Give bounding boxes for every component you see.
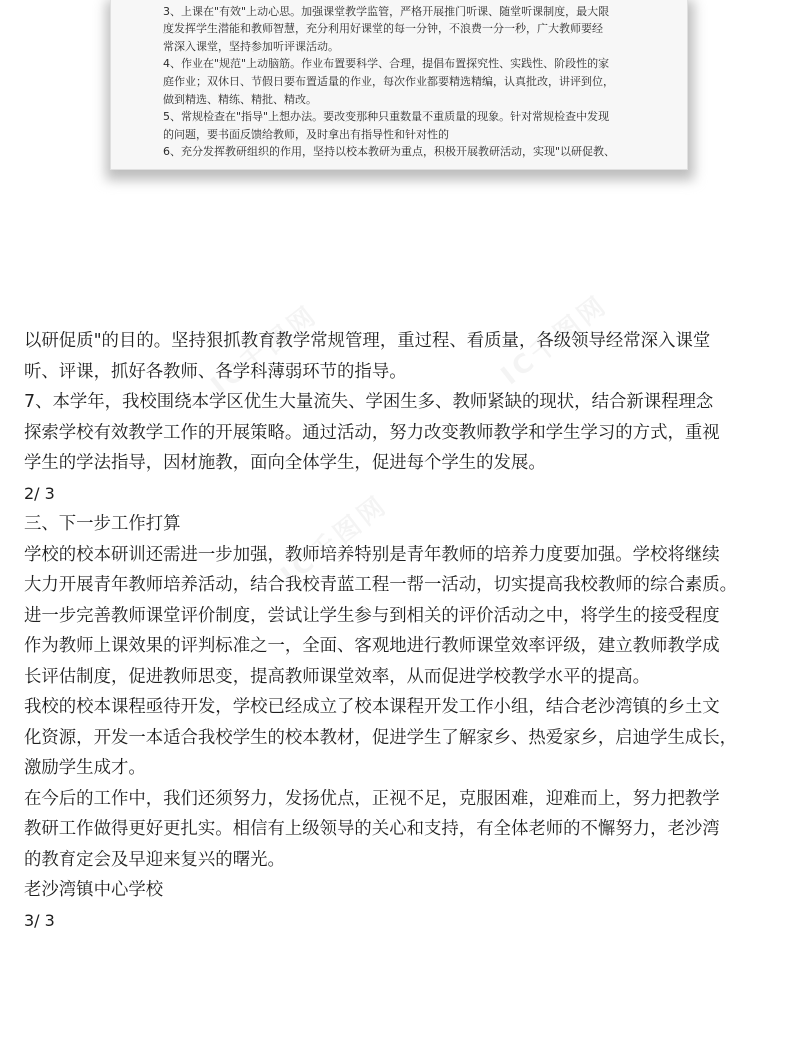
scanned-page-card [110, 0, 688, 170]
scanned-line: 庭作业；双休日、节假日要布置适量的作业，每次作业都要精选精编，认真批改，讲评到位， [163, 74, 614, 88]
scanned-line: 3、上课在"有效"上动心思。加强课堂教学监管，严格开展推门听课、随堂听课制度，最大限 [163, 4, 610, 18]
section-heading: 三、下一步工作打算 [24, 514, 181, 534]
body-line: 长评估制度，促进教师思变，提高教师课堂效率，从而促进学校教学水平的提高。 [24, 666, 651, 687]
scanned-line: 的问题，要书面反馈给教师，及时拿出有指导性和针对性的 [163, 127, 449, 141]
body-line: 化资源，开发一本适合我校学生的校本教材，促进学生了解家乡、热爱家乡，启迪学生成长， [24, 727, 738, 748]
scanned-line: 做到精选、精练、精批、精改。 [163, 92, 317, 106]
document-body [24, 326, 784, 936]
scanned-page-preview [100, 0, 700, 184]
body-line: 的教育定会及早迎来复兴的曙光。 [24, 849, 285, 870]
body-line: 探索学校有效教学工作的开展策略。通过活动，努力改变教师教学和学生学习的方式，重视 [24, 422, 720, 443]
scanned-line: 6、充分发挥教研组织的作用，坚持以校本教研为重点，积极开展教研活动，实现"以研促教、 [163, 145, 616, 159]
body-line: 在今后的工作中，我们还须努力，发扬优点，正视不足，克服困难，迎难而上，努力把教学 [24, 788, 720, 809]
page-number: 3/ 3 [24, 910, 55, 930]
body-line: 教研工作做得更好更扎实。相信有上级领导的关心和支持，有全体老师的不懈努力，老沙湾 [24, 819, 720, 839]
body-line: 激励学生成才。 [24, 758, 146, 778]
body-line: 进一步完善教师课堂评价制度，尝试让学生参与到相关的评价活动之中，将学生的接受程度 [24, 605, 720, 626]
scanned-line: 5、常规检查在"指导"上想办法。要改变那种只重数量不重质量的现象。针对常规检查中发现 [163, 110, 610, 124]
body-line: 我校的校本课程亟待开发，学校已经成立了校本课程开发工作小组，结合老沙湾镇的乡土文 [24, 697, 720, 717]
page-number: 2/ 3 [24, 483, 55, 503]
body-line: 大力开展青年教师培养活动，结合我校青蓝工程一帮一活动，切实提高我校教师的综合素质。 [24, 575, 738, 595]
scanned-line: 常深入课堂，坚持参加听评课活动。 [163, 39, 339, 53]
body-line: 作为教师上课效果的评判标准之一，全面、客观地进行教师课堂效率评级，建立教师教学成 [24, 636, 720, 656]
body-line: 以研促质"的目的。坚持狠抓教育教学常规管理，重过程、看质量，各级领导经常深入课堂 [24, 331, 711, 351]
body-line: 7、本学年，我校围绕本学区优生大量流失、学困生多、教师紧缺的现状，结合新课程理念 [24, 392, 714, 412]
signature-school-name: 老沙湾镇中心学校 [24, 880, 164, 900]
scanned-line: 4、作业在"规范"上动脑筋。作业布置要科学、合理，提倡布置探究性、实践性、阶段性的家 [163, 57, 610, 71]
body-line: 学生的学法指导，因材施教，面向全体学生，促进每个学生的发展。 [24, 453, 546, 473]
scanned-line: 度发挥学生潜能和教师智慧，充分利用好课堂的每一分钟，不浪费一分一秒，广大教师要经 [163, 22, 603, 36]
body-line: 学校的校本研训还需进一步加强，教师培养特别是青年教师的培养力度要加强。学校将继续 [24, 544, 720, 565]
body-line: 听、评课，抓好各教师、各学科薄弱环节的指导。 [24, 361, 407, 382]
scanned-page-text [163, 0, 657, 161]
